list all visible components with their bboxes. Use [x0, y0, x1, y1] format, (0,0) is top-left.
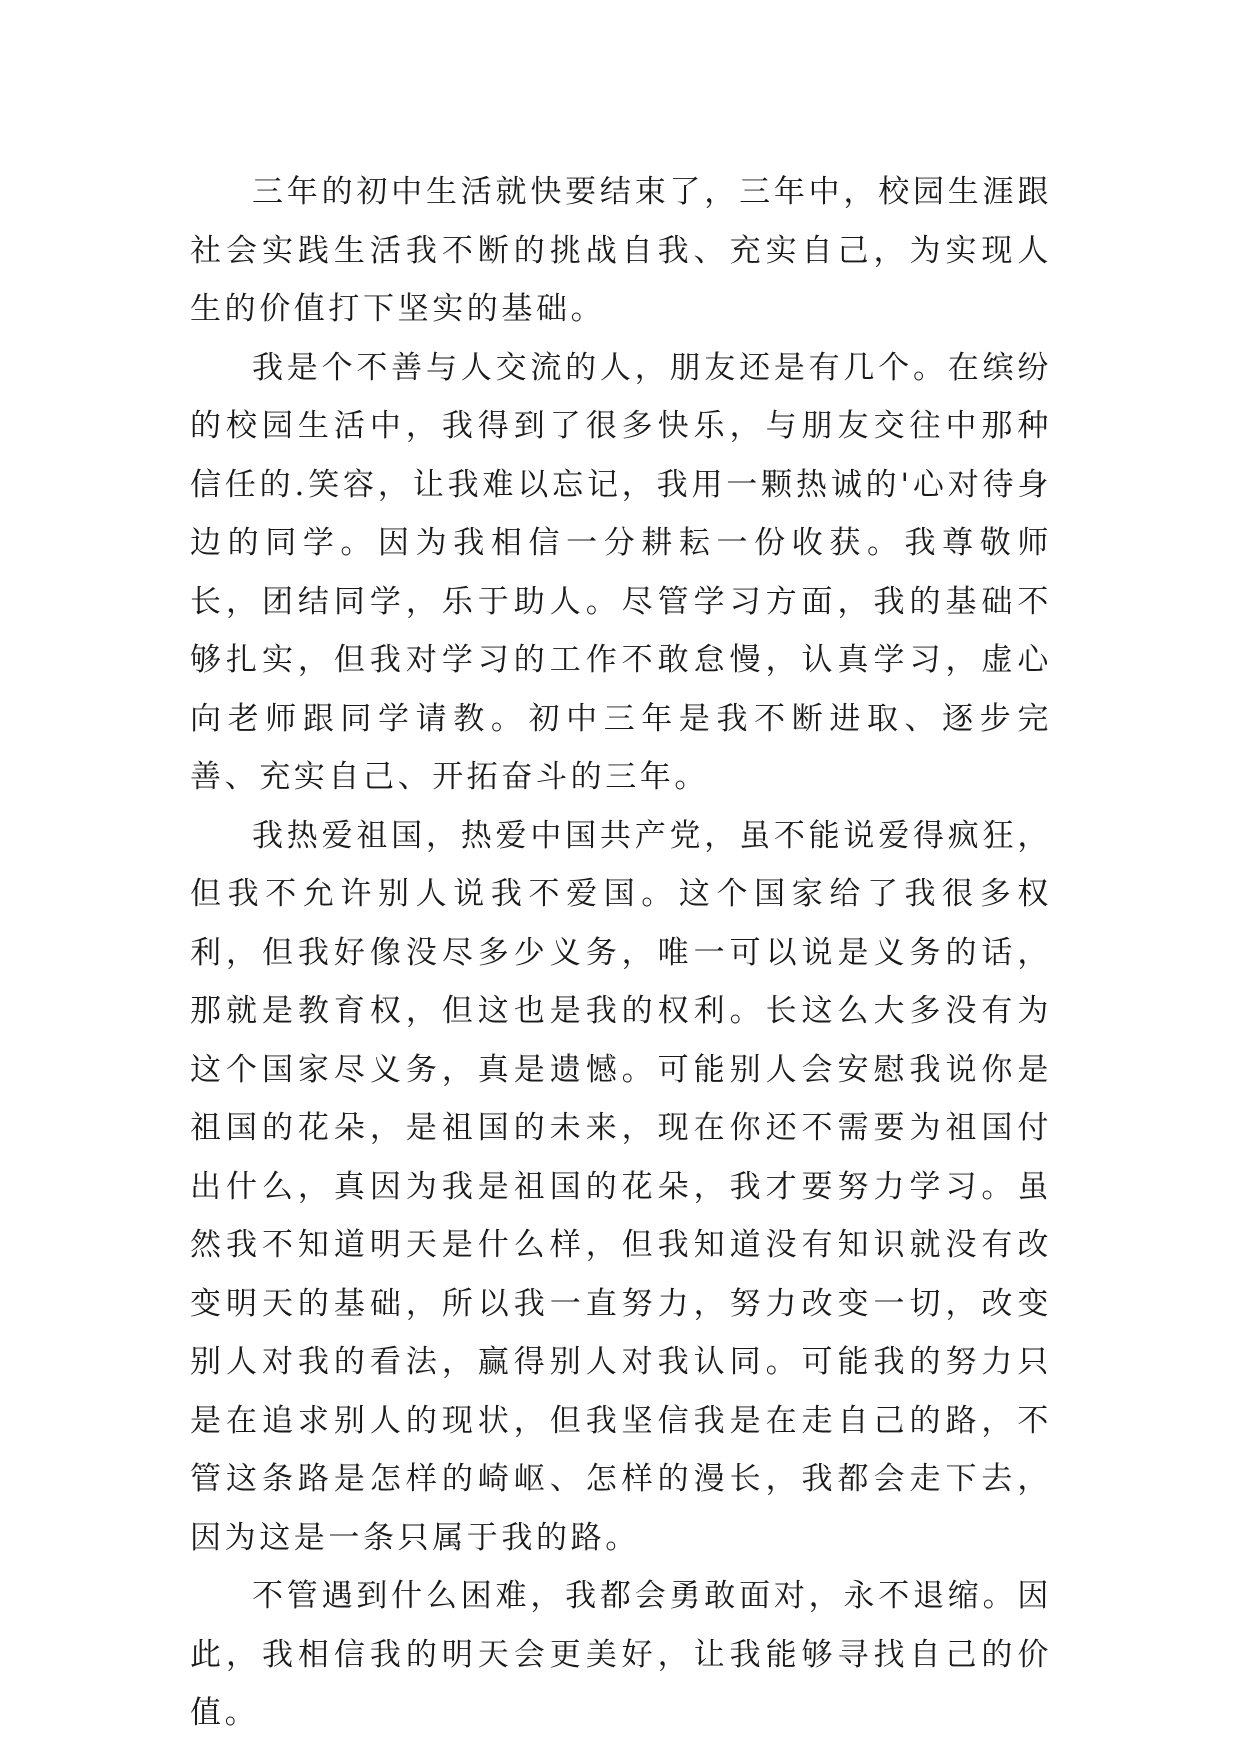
paragraph-4: 不管遇到什么困难，我都会勇敢面对，永不退缩。因此，我相信我的明天会更美好，让我能够寻找自己的价值。	[190, 1578, 1052, 1731]
paragraph-2: 我是个不善与人交流的人，朋友还是有几个。在缤纷的校园生活中，我得到了很多快乐，与朋友交往中那种信任的.笑容，让我难以忘记，我用一颗热诚的'心对待身边的同学。因为我相信一分耕耘一份收获。我尊敬师长，团结同学，乐于助人。尽管学习方面，我的基础不够扎实，但我对学习的工作不敢怠慢，认真学习，虚心向老师跟同学请教。初中三年是我不断进取、逐步完善、充实自己、开拓奋斗的三年。	[190, 349, 1052, 795]
paragraph-1: 三年的初中生活就快要结束了，三年中，校园生涯跟社会实践生活我不断的挑战自我、充实自己，为实现人生的价值打下坚实的基础。	[190, 174, 1052, 327]
document-body	[190, 163, 1052, 1743]
paragraph-3: 我热爱祖国，热爱中国共产党，虽不能说爱得疯狂，但我不允许别人说我不爱国。这个国家给了我很多权利，但我好像没尽多少义务，唯一可以说是义务的话，那就是教育权，但这也是我的权利。长这么大多没有为这个国家尽义务，真是遗憾。可能别人会安慰我说你是祖国的花朵，是祖国的未来，现在你还不需要为祖国付出什么，真因为我是祖国的花朵，我才要努力学习。虽然我不知道明天是什么样，但我知道没有知识就没有改变明天的基础，所以我一直努力，努力改变一切，改变别人对我的看法，赢得别人对我认同。可能我的努力只是在追求别人的现状，但我坚信我是在走自己的路，不管这条路是怎样的崎岖、怎样的漫长，我都会走下去，因为这是一条只属于我的路。	[190, 817, 1052, 1556]
